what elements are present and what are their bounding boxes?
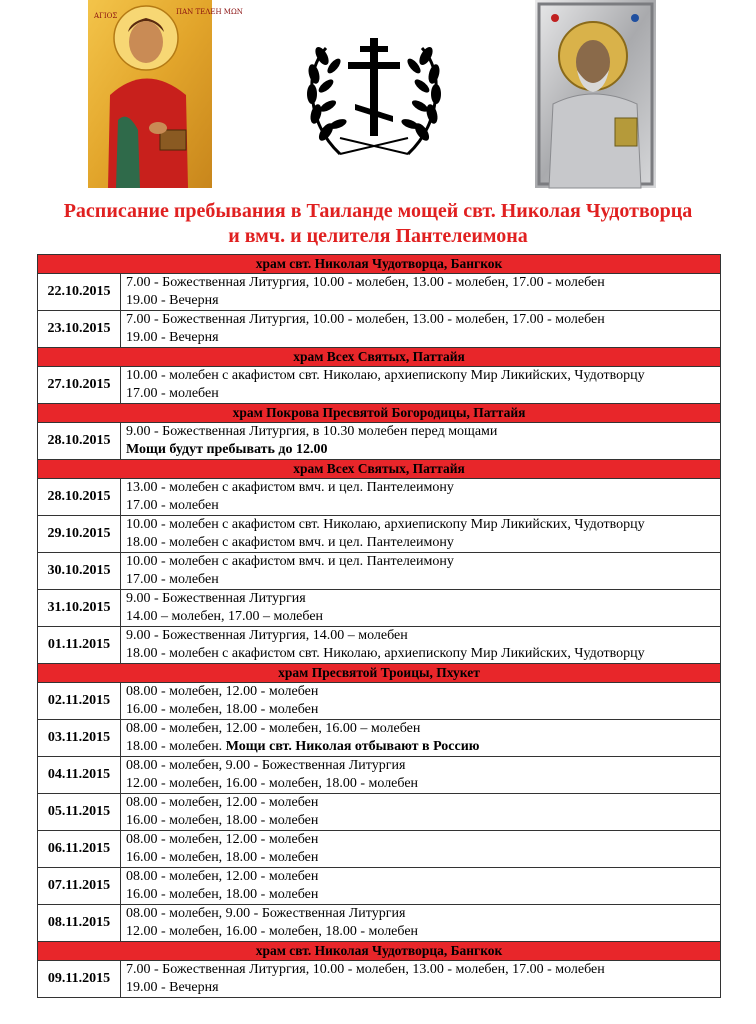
table-row [38,311,721,348]
events-cell: 10.00 - молебен с акафистом свт. Николаю, архиепископу Мир Ликийских, Чудотворцу 18.00 - молебен с акафистом вмч. и цел. Пантелеимону [121,516,721,553]
events-cell: 9.00 - Божественная Литургия, в 10.30 молебен перед мощами Мощи будут пребывать до 12.00 [121,423,721,460]
date-cell: 06.11.2015 [38,831,121,868]
relics-notice: Мощи будут пребывать до 12.00 [126,442,328,457]
date-cell: 01.11.2015 [38,627,121,664]
events-cell: 08.00 - молебен, 9.00 - Божественная Литургия 12.00 - молебен, 16.00 - молебен, 18.00 - молебен [121,905,721,942]
page-title [0,199,756,249]
events-cell: 08.00 - молебен, 12.00 - молебен 16.00 - молебен, 18.00 - молебен [121,683,721,720]
table-row [38,683,721,720]
orthodox-cross-wreath-icon [300,26,448,162]
table-row [38,868,721,905]
date-cell: 28.10.2015 [38,479,121,516]
events-cell: 10.00 - молебен с акафистом вмч. и цел. Пантелеимону 17.00 - молебен [121,553,721,590]
date-cell: 03.11.2015 [38,720,121,757]
events-cell: 08.00 - молебен, 9.00 - Божественная Литургия 12.00 - молебен, 16.00 - молебен, 18.00 - молебен [121,757,721,794]
title-line-1: Расписание пребывания в Таиланде мощей свт. Николая Чудотворца [63,200,693,222]
section-header: храм свт. Николая Чудотворца, Бангкок [38,942,721,961]
date-cell: 29.10.2015 [38,516,121,553]
events-cell: 7.00 - Божественная Литургия, 10.00 - молебен, 13.00 - молебен, 17.00 - молебен 19.00 - Вечерня [121,274,721,311]
table-row [38,367,721,404]
events-cell: 08.00 - молебен, 12.00 - молебен, 16.00 – молебен 18.00 - молебен. Мощи свт. Николая отбывают в Россию [121,720,721,757]
section-header: храм Всех Святых, Паттайя [38,348,721,367]
saint-panteleimon-icon [88,0,243,188]
table-row [38,553,721,590]
date-cell: 04.11.2015 [38,757,121,794]
events-cell: 08.00 - молебен, 12.00 - молебен 16.00 - молебен, 18.00 - молебен [121,868,721,905]
events-cell: 10.00 - молебен с акафистом свт. Николаю, архиепископу Мир Ликийских, Чудотворцу 17.00 - молебен [121,367,721,404]
events-cell: 9.00 - Божественная Литургия 14.00 – молебен, 17.00 – молебен [121,590,721,627]
events-cell: 7.00 - Божественная Литургия, 10.00 - молебен, 13.00 - молебен, 17.00 - молебен 19.00 - Вечерня [121,311,721,348]
header [0,0,756,195]
date-cell: 31.10.2015 [38,590,121,627]
title-line-2: и вмч. и целителя Пантелеимона [228,225,528,247]
events-cell: 13.00 - молебен с акафистом вмч. и цел. Пантелеимону 17.00 - молебен [121,479,721,516]
section-header: храм Всех Святых, Паттайя [38,460,721,479]
departure-notice: Мощи свт. Николая отбывают в Россию [222,739,480,754]
icon-inscription-right: ΠΑΝ ΤΕΛΕΗ ΜΩΝ [176,8,243,16]
date-cell: 09.11.2015 [38,961,121,998]
table-row [38,479,721,516]
table-row [38,905,721,942]
date-cell: 30.10.2015 [38,553,121,590]
table-row [38,627,721,664]
events-cell: 08.00 - молебен, 12.00 - молебен 16.00 - молебен, 18.00 - молебен [121,794,721,831]
table-row [38,423,721,460]
section-header: храм свт. Николая Чудотворца, Бангкок [38,255,721,274]
table-row [38,720,721,757]
section-header: храм Пресвятой Троицы, Пхукет [38,664,721,683]
saint-nicholas-icon [535,0,656,188]
date-cell: 07.11.2015 [38,868,121,905]
table-row [38,516,721,553]
schedule-table [37,254,721,998]
date-cell: 05.11.2015 [38,794,121,831]
table-row [38,590,721,627]
events-cell: 7.00 - Божественная Литургия, 10.00 - молебен, 13.00 - молебен, 17.00 - молебен 19.00 - Вечерня [121,961,721,998]
events-cell: 08.00 - молебен, 12.00 - молебен 16.00 - молебен, 18.00 - молебен [121,831,721,868]
date-cell: 22.10.2015 [38,274,121,311]
table-row [38,794,721,831]
table-row [38,274,721,311]
date-cell: 27.10.2015 [38,367,121,404]
table-row [38,961,721,998]
table-row [38,757,721,794]
events-cell: 9.00 - Божественная Литургия, 14.00 – молебен 18.00 - молебен с акафистом свт. Николаю, архиепископу Мир Ликийских, Чудотворцу [121,627,721,664]
date-cell: 02.11.2015 [38,683,121,720]
table-row [38,831,721,868]
date-cell: 23.10.2015 [38,311,121,348]
date-cell: 08.11.2015 [38,905,121,942]
section-header: храм Покрова Пресвятой Богородицы, Паттайя [38,404,721,423]
date-cell: 28.10.2015 [38,423,121,460]
icon-inscription-left: ΑΓΙΟΣ [94,12,118,20]
